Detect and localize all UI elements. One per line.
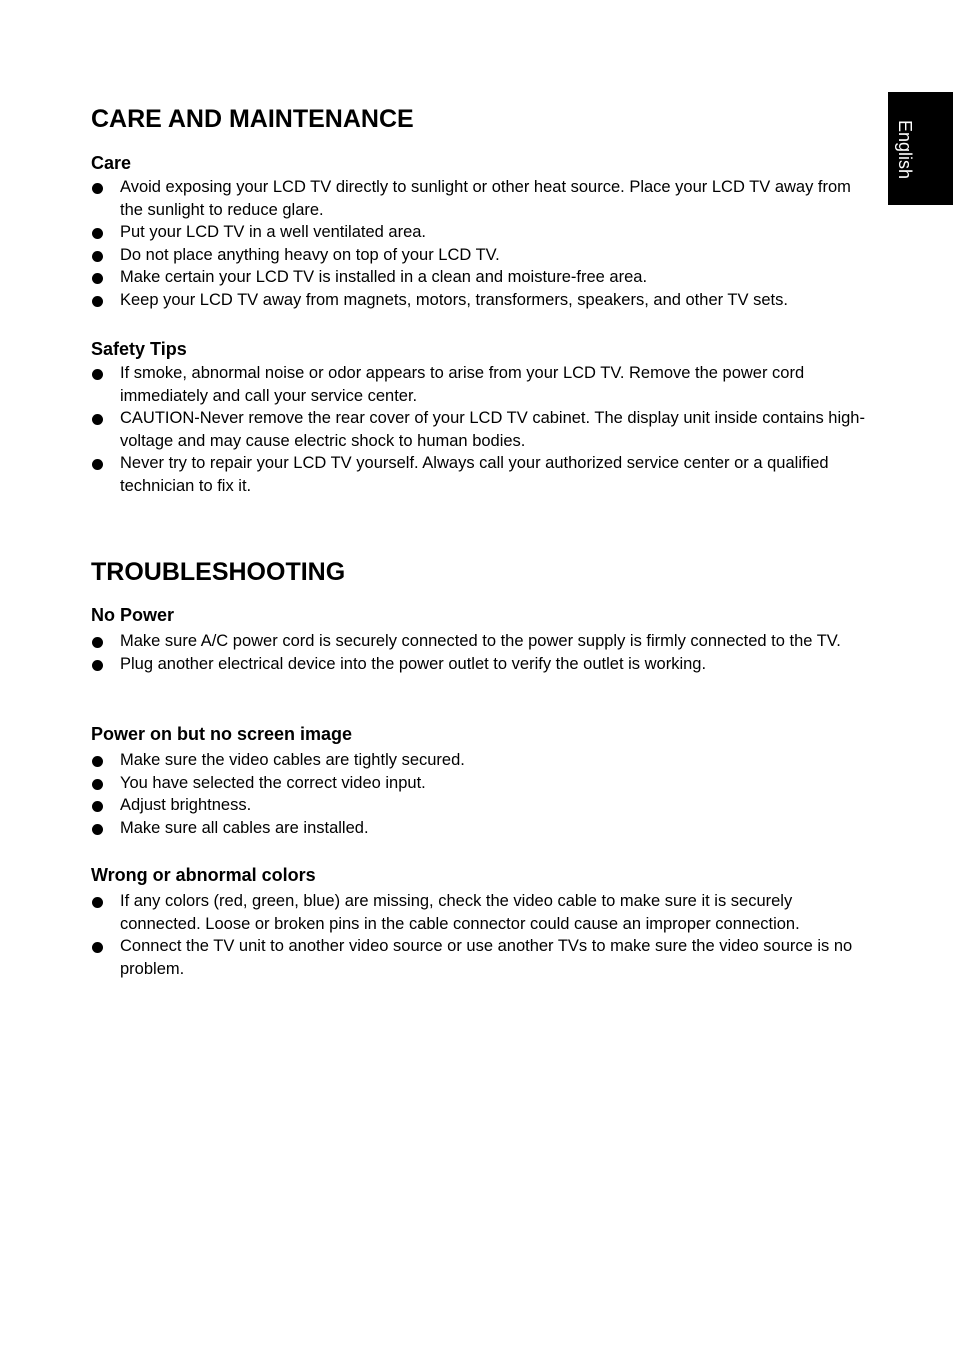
list-item: [91, 890, 871, 935]
subheading-no-power: No Power: [91, 605, 175, 625]
no-image-list: [91, 749, 871, 839]
language-tab-label: English: [895, 120, 915, 180]
safety-tips-list: [91, 362, 871, 498]
list-item-text: Never try to repair your LCD TV yourself. Always call your authorized service center or a qualified technician to fix it.: [120, 454, 829, 495]
list-item: [91, 221, 871, 244]
bullet-icon: [92, 942, 103, 953]
bullet-icon: [92, 756, 103, 767]
bullet-icon: [92, 824, 103, 835]
list-item: [91, 935, 871, 980]
list-item: [91, 176, 871, 221]
list-item-text: You have selected the correct video input.: [120, 773, 426, 792]
list-item: [91, 362, 871, 407]
list-item: [91, 289, 871, 312]
bullet-icon: [92, 296, 103, 307]
list-item-text: Make certain your LCD TV is installed in a clean and moisture-free area.: [120, 268, 648, 287]
list-item: [91, 817, 871, 840]
list-item-text: Make sure the video cables are tightly secured.: [120, 751, 465, 769]
bullet-icon: [92, 660, 103, 671]
list-item: [91, 772, 871, 795]
bullet-icon: [92, 637, 103, 648]
bullet-icon: [92, 251, 103, 262]
list-item-text: Avoid exposing your LCD TV directly to sunlight or other heat source. Place your LCD TV away from the sunlight to reduce glare.: [120, 178, 851, 219]
subheading-wrong-colors: Wrong or abnormal colors: [91, 865, 316, 885]
subheading-power-on-no-image: Power on but no screen image: [91, 724, 353, 744]
care-list: [91, 176, 871, 312]
list-item: [91, 630, 871, 653]
bullet-icon: [92, 779, 103, 790]
section-title-troubleshooting: TROUBLESHOOTING: [91, 558, 346, 586]
list-item-text: Make sure all cables are installed.: [120, 818, 369, 837]
list-item: [91, 749, 871, 772]
list-item-text: If smoke, abnormal noise or odor appears to arise from your LCD TV. Remove the power cord immediately and call your service center.: [120, 364, 805, 405]
list-item: [91, 407, 871, 452]
list-item-text: Put your LCD TV in a well ventilated area.: [120, 223, 427, 242]
no-power-list: [91, 630, 871, 675]
language-tab: [888, 92, 953, 205]
bullet-icon: [92, 183, 103, 194]
list-item-text: Connect the TV unit to another video source or use another TVs to make sure the video source is no problem.: [120, 937, 853, 978]
subheading-care: Care: [91, 153, 132, 173]
bullet-icon: [92, 414, 103, 425]
list-item-text: CAUTION-Never remove the rear cover of your LCD TV cabinet. The display unit inside contains high-voltage and may cause electric shock to human bodies.: [120, 409, 865, 450]
bullet-icon: [92, 459, 103, 470]
subheading-safety-tips: Safety Tips: [91, 339, 187, 359]
list-item: [91, 653, 871, 676]
list-item: [91, 244, 871, 267]
section-title-care-and-maintenance: CARE AND MAINTENANCE: [91, 105, 414, 133]
bullet-icon: [92, 897, 103, 908]
list-item: [91, 794, 871, 817]
list-item-text: Adjust brightness.: [120, 796, 252, 815]
bullet-icon: [92, 273, 103, 284]
list-item: [91, 266, 871, 289]
bullet-icon: [92, 228, 103, 239]
list-item-text: Make sure A/C power cord is securely connected to the power supply is firmly connected to the TV.: [120, 632, 841, 650]
list-item-text: Plug another electrical device into the power outlet to verify the outlet is working.: [120, 654, 707, 673]
bullet-icon: [92, 801, 103, 812]
list-item-text: Keep your LCD TV away from magnets, motors, transformers, speakers, and other TV sets.: [120, 290, 788, 309]
bullet-icon: [92, 369, 103, 380]
list-item-text: If any colors (red, green, blue) are missing, check the video cable to make sure it is securely connected. Loose or broken pins in the cable connector could cause an improper connection.: [120, 892, 800, 933]
wrong-colors-list: [91, 890, 871, 980]
list-item: [91, 452, 871, 497]
list-item-text: Do not place anything heavy on top of your LCD TV.: [120, 245, 500, 264]
